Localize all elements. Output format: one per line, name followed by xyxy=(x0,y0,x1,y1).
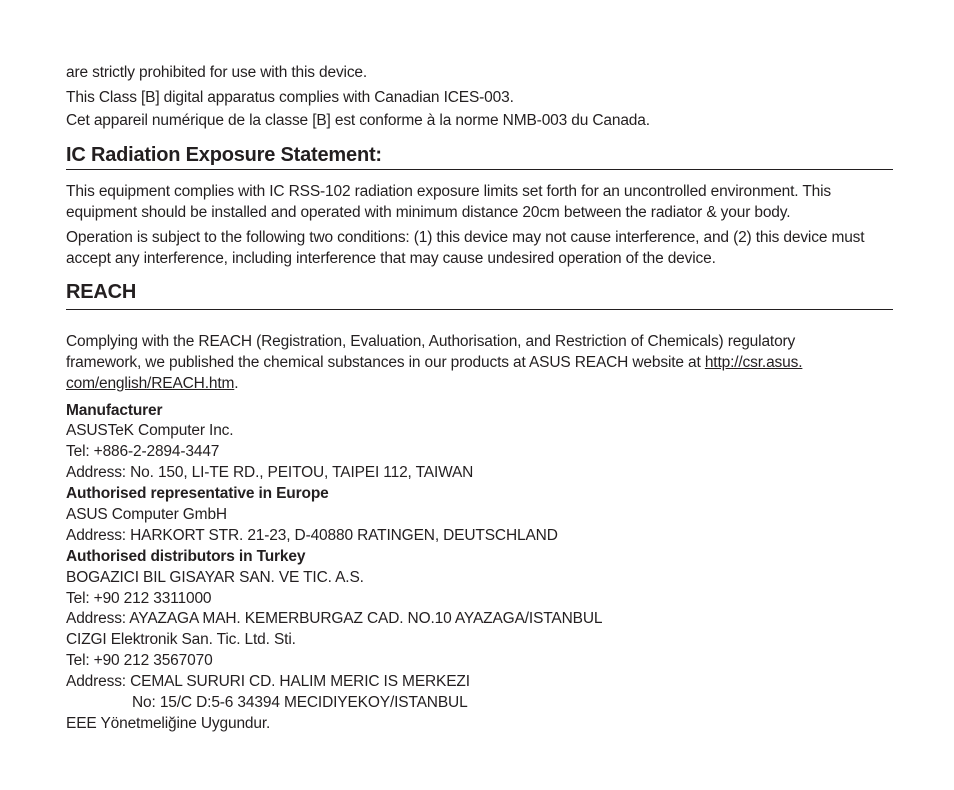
reach-heading-rule xyxy=(66,309,893,310)
turkey-distributor-2-name: CIZGI Elektronik San. Tic. Ltd. Sti. xyxy=(66,631,296,648)
turkey-distributor-2-tel: Tel: +90 212 3567070 xyxy=(66,652,213,669)
turkey-distributor-1-name: BOGAZICI BIL GISAYAR SAN. VE TIC. A.S. xyxy=(66,569,364,586)
turkey-distributor-1-tel: Tel: +90 212 3311000 xyxy=(66,590,212,607)
ic-paragraph-2-line-2: accept any interference, including interference that may cause undesired operation of the device. xyxy=(66,250,716,267)
ic-paragraph-2-line-1: Operation is subject to the following two conditions: (1) this device may not cause interference, and (2) this device must xyxy=(66,229,865,246)
intro-line-2: This Class [B] digital apparatus complies with Canadian ICES-003. xyxy=(66,89,514,106)
ic-heading-rule xyxy=(66,169,893,170)
manufacturer-name: ASUSTeK Computer Inc. xyxy=(66,422,234,439)
reach-line-1: Complying with the REACH (Registration, Evaluation, Authorisation, and Restriction of Chemicals) regulatory xyxy=(66,333,796,350)
manufacturer-address: Address: No. 150, LI-TE RD., PEITOU, TAIPEI 112, TAIWAN xyxy=(66,464,474,481)
reach-line-3-tail: . xyxy=(234,375,239,392)
reach-line-2-text: framework, we published the chemical substances in our products at ASUS REACH website at xyxy=(66,354,705,371)
ic-paragraph-1-line-1: This equipment complies with IC RSS-102 radiation exposure limits set forth for an uncontrolled environment. This xyxy=(66,183,832,200)
turkey-distributor-2-address-line-1: Address: CEMAL SURURI CD. HALIM MERIC IS MERKEZI xyxy=(66,673,470,690)
reach-line-3 xyxy=(66,374,238,394)
turkey-distributors-label: Authorised distributors in Turkey xyxy=(66,548,306,565)
eee-compliance-statement: EEE Yönetmeliğine Uygundur. xyxy=(66,715,271,732)
turkey-distributor-1-address: Address: AYAZAGA MAH. KEMERBURGAZ CAD. NO.10 AYAZAGA/ISTANBUL xyxy=(66,610,603,627)
reach-website-link[interactable]: http://csr.asus. xyxy=(704,354,803,371)
reach-line-2 xyxy=(66,353,802,373)
ic-paragraph-1-line-2: equipment should be installed and operated with minimum distance 20cm between the radiator & your body. xyxy=(66,204,791,221)
turkey-distributor-2-address-line-2: No: 15/C D:5-6 34394 MECIDIYEKOY/ISTANBUL xyxy=(132,694,468,711)
manufacturer-tel: Tel: +886-2-2894-3447 xyxy=(66,443,220,460)
europe-representative-name: ASUS Computer GmbH xyxy=(66,506,227,523)
intro-line-3: Cet appareil numérique de la classe [B] est conforme à la norme NMB-003 du Canada. xyxy=(66,112,650,129)
intro-line-1: are strictly prohibited for use with this device. xyxy=(66,64,368,81)
ic-radiation-heading: IC Radiation Exposure Statement: xyxy=(66,144,382,166)
manufacturer-label: Manufacturer xyxy=(66,402,163,419)
reach-website-link-continued[interactable]: com/english/REACH.htm xyxy=(66,375,235,392)
europe-representative-address: Address: HARKORT STR. 21-23, D-40880 RATINGEN, DEUTSCHLAND xyxy=(66,527,558,544)
reach-heading: REACH xyxy=(66,281,137,303)
europe-representative-label: Authorised representative in Europe xyxy=(66,485,329,502)
